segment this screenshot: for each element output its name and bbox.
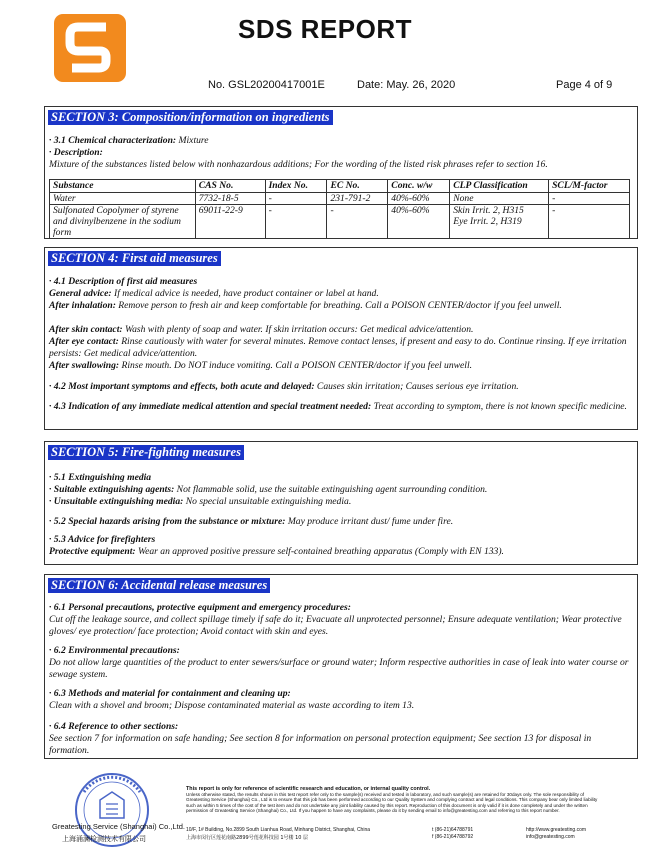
table-row — [50, 205, 630, 239]
document-date: Date: May. 26, 2020 — [357, 79, 456, 91]
s5-protective-equipment: Protective equipment: Wear an approved positive pressure self-contained breathing apparatus (Comply with EN 133). — [49, 546, 504, 557]
s6-reference-heading: · 6.4 Reference to other sections: — [49, 721, 179, 732]
table-row — [50, 193, 630, 205]
footer-email-link[interactable]: info@greatesting.com — [526, 834, 575, 840]
cell: - — [265, 193, 327, 205]
section-4-title: SECTION 4: First aid measures — [48, 251, 221, 266]
section-6-title: SECTION 6: Accidental release measures — [48, 578, 270, 593]
s3-chemical-characterization: · 3.1 Chemical characterization: Mixture — [49, 135, 209, 146]
document-number: No. GSL20200417001E — [208, 79, 325, 91]
footer-disclaimer — [186, 787, 604, 813]
s3-description-text: Mixture of the substances listed below with nonhazardous additions; For the wording of the listed risk phrases refer to section 16. — [49, 159, 548, 170]
s5-unsuitable-media: · Unsuitable extinguishing media: No special unsuitable extinguishing media. — [49, 496, 352, 507]
s6-containment-heading: · 6.3 Methods and material for containment and cleaning up: — [49, 688, 291, 699]
s6-reference-text: See section 7 for information on safe handing; See section 8 for information on personal protection equipment; See section 13 for disposal in formation. — [49, 733, 592, 756]
disclaimer-body: Unless otherwise stated, the results shown in this test report refer only to the sample(s) received and tested in laboratory, and such sample(s) are retained for 30days only. The sole responsibility of Greatesting Service (Shanghai) Co., Ltd is to ensure that this job has been performed according to our Quality System and complying contract and legal conditions. This company bear only limited liability such as within 5 times of the cost of the test item and do not undertake any joint liability caused by this report. Reproduction of this document is only valid if it is done completely and under the written permission of Greatesting Service (Shanghai) Co., Ltd. If you happen to have any complaints, please do it by sending email to info@greatesting.com and referring to this report number. — [186, 792, 598, 813]
cell: - — [327, 205, 388, 239]
col-substance: Substance — [50, 180, 196, 193]
cell: - — [549, 193, 630, 205]
footer-fax: f (86-21)64788792 — [432, 834, 474, 840]
cell: Water — [50, 193, 196, 205]
cell: - — [265, 205, 327, 239]
cell: 231-791-2 — [327, 193, 388, 205]
section-3-title: SECTION 3: Composition/information on ingredients — [48, 110, 333, 125]
s6-containment-text: Clean with a shovel and broom; Dispose contaminated material as waste according to item 13. — [49, 700, 415, 711]
s6-personal-precautions-text: Cut off the leakage source, and collect spillage timely if safe do it; Evacuate all unprotected personnel; Ensure adequate ventilation; Wear protective gloves/ eye protection/ face protection; Avoid contact with skin and eyes. — [49, 614, 622, 637]
section-3-box — [44, 106, 638, 239]
cell: 7732-18-5 — [195, 193, 265, 205]
cell: None — [450, 193, 549, 205]
table-header-row — [50, 180, 630, 193]
composition-table — [49, 179, 630, 239]
s5-special-hazards: · 5.2 Special hazards arising from the substance or mixture: May produce irritant dust/ fume under fire. — [49, 516, 454, 527]
s4-general-advice: General advice: If medical advice is needed, have product container or label at hand. — [49, 288, 379, 299]
s4-medical-attention: · 4.3 Indication of any immediate medical attention and special treatment needed: Treat according to symptom, there is not known specific medicine. — [49, 401, 627, 412]
cell: 69011-22-9 — [195, 205, 265, 239]
s6-personal-precautions-heading: · 6.1 Personal precautions, protective equipment and emergency procedures: — [49, 602, 351, 613]
report-title: SDS REPORT — [238, 14, 413, 44]
section-5-box — [44, 441, 638, 565]
s4-description-heading: · 4.1 Description of first aid measures — [49, 276, 198, 287]
section-6-box — [44, 574, 638, 759]
page-number: Page 4 of 9 — [556, 79, 613, 91]
s3-description-label: · Description: — [49, 147, 103, 158]
s5-advice-heading: · 5.3 Advice for firefighters — [49, 534, 156, 545]
s4-after-inhalation: After inhalation: Remove person to fresh air and keep comfortable for breathing. Call a POISON CENTER/doctor if you feel unwell. — [49, 300, 562, 311]
cell: 40%-60% — [388, 205, 450, 239]
col-clp: CLP Classification — [450, 180, 549, 193]
section-5-title: SECTION 5: Fire-fighting measures — [48, 445, 244, 460]
s4-after-skin-contact: After skin contact: Wash with plenty of soap and water. If skin irritation occurs: Get medical advice/attention. — [49, 324, 474, 335]
s5-extinguishing-media: · 5.1 Extinguishing media — [49, 472, 152, 483]
s6-environmental-text: Do not allow large quantities of the product to enter sewers/surface or ground water; Inform respective authorities in case of leak into water course or sewage system. — [49, 657, 629, 680]
footer-address-cn: 上海市闵行区莲花南路2899号莲花科技园 1号楼 10 层 — [186, 835, 309, 841]
s4-after-eye-contact: After eye contact: Rinse cautiously with water for several minutes. Remove contact lenses, if present and easy to do. Continue rinsing. If eye irritation persists: Get medical advice/attention. — [49, 336, 627, 359]
col-cas: CAS No. — [195, 180, 265, 193]
s5-suitable-agents: · Suitable extinguishing agents: Not flammable solid, use the suitable extinguishing agent surrounding condition. — [49, 484, 488, 495]
section-4-box — [44, 247, 638, 430]
s6-environmental-heading: · 6.2 Environmental precautions: — [49, 645, 180, 656]
footer-website-link[interactable]: http://www.greatesting.com — [526, 827, 587, 833]
s4-after-swallowing: After swallowing: Rinse mouth. Do NOT induce vomiting. Call a POISON CENTER/doctor if you feel unwell. — [49, 360, 473, 371]
cell: Skin Irrit. 2, H315 Eye Irrit. 2, H319 — [450, 205, 549, 239]
footer-company-name: Greatesting Service (Shanghai) Co.,Ltd. — [52, 822, 185, 831]
col-index: Index No. — [265, 180, 327, 193]
cell: Sulfonated Copolymer of styrene and divinylbenzene in the sodium form — [50, 205, 196, 239]
col-ec: EC No. — [327, 180, 388, 193]
col-scl: SCL/M-factor — [549, 180, 630, 193]
disclaimer-heading: This report is only for reference of scientific research and education, or internal quality control. — [186, 786, 431, 792]
company-logo — [54, 14, 126, 82]
col-conc: Conc. w/w — [388, 180, 450, 193]
cell: 40%-60% — [388, 193, 450, 205]
s4-symptoms: · 4.2 Most important symptoms and effects, both acute and delayed: Causes skin irritation; Causes serious eye irritation. — [49, 381, 519, 392]
footer-address-en: 10/F, 1# Building, No.2899 South Lianhua Road, Minhang District, Shanghai, China — [186, 827, 371, 833]
cell: - — [549, 205, 630, 239]
footer-company-name-cn: 上海涌澜检测技术有限公司 — [62, 835, 146, 843]
footer-tel: t (86-21)64788791 — [432, 827, 474, 833]
